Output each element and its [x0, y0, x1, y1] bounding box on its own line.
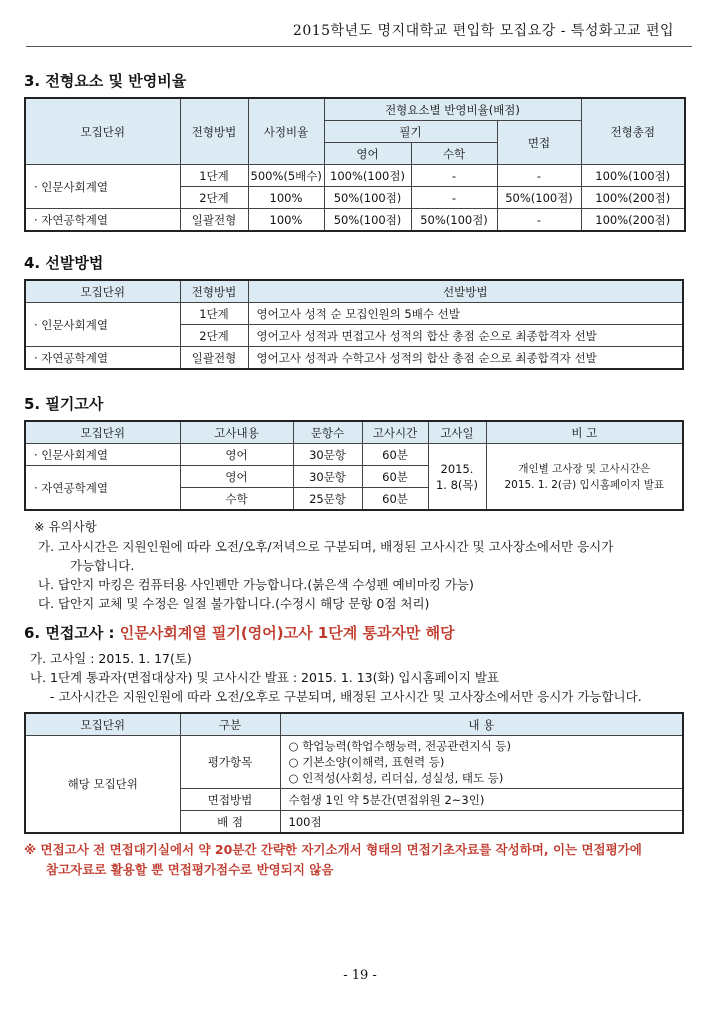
remark-cell	[486, 444, 683, 511]
header-method: 전형방법	[180, 280, 248, 303]
header-remark: 비 고	[486, 421, 683, 444]
header-math: 수학	[411, 143, 497, 165]
total-cell: 100%(200점)	[581, 187, 685, 209]
header-divider	[26, 46, 692, 47]
header-selection: 선발방법	[248, 280, 683, 303]
section-6-title	[24, 622, 684, 643]
section-3	[24, 70, 684, 232]
math-cell: 50%(100점)	[411, 209, 497, 232]
header-unit: 모집단위	[25, 421, 180, 444]
selection-method-table	[24, 279, 684, 370]
note-line: 다. 답안지 교체 및 수정은 일절 불가합니다.(수정시 해당 문항 0점 처리)	[38, 596, 430, 611]
header-date: 고사일	[428, 421, 486, 444]
time-cell: 60분	[362, 488, 428, 511]
method-cell: 일괄전형	[180, 347, 248, 370]
score-value-cell: 100점	[280, 811, 683, 834]
interview-info-line: - 고사시간은 지원인원에 따라 오전/오후로 구분되며, 배정된 고사시간 및 고사장소에서만 응시가 가능합니다.	[50, 689, 642, 704]
unit-cell: · 인문사회계열	[25, 165, 180, 209]
header-unit: 모집단위	[25, 713, 180, 736]
selection-cell: 영어고사 성적과 면접고사 성적의 합산 총점 순으로 최종합격자 선발	[248, 325, 683, 347]
content-cell: 영어	[180, 444, 293, 466]
unit-cell: · 인문사회계열	[25, 303, 180, 347]
header-category: 구분	[180, 713, 280, 736]
eval-item: ○ 기본소양(이해력, 표현력 등)	[288, 755, 445, 769]
header-english: 영어	[324, 143, 411, 165]
method-cell: 2단계	[180, 325, 248, 347]
interview-warning: ※ 면접고사 전 면접대기실에서 약 20분간 간략한 자기소개서 형태의 면접기초자료를 작성하며, 이는 면접평가에	[24, 842, 642, 857]
note-line: 가. 고사시간은 지원인원에 따라 오전/오후/저녁으로 구분되며, 배정된 고사시간 및 고사장소에서만 응시가	[38, 539, 614, 554]
interview-warning-continued: 참고자료로 활용할 뿐 면접평가점수로 반영되지 않음	[46, 862, 334, 877]
ratio-cell: 100%	[248, 187, 324, 209]
method-cell: 일괄전형	[180, 209, 248, 232]
table-row	[25, 736, 683, 789]
header-time: 고사시간	[362, 421, 428, 444]
ratio-cell: 500%(5배수)	[248, 165, 324, 187]
math-cell: -	[411, 187, 497, 209]
section-6-title-highlight: 인문사회계열 필기(영어)고사 1단계 통과자만 해당	[119, 624, 455, 642]
written-exam-table	[24, 420, 684, 511]
interview-info-line: 가. 고사일 : 2015. 1. 17(토)	[30, 651, 192, 666]
method-label-cell: 면접방법	[180, 789, 280, 811]
table-row	[25, 209, 685, 232]
eval-label-cell: 평가항목	[180, 736, 280, 789]
english-cell: 100%(100점)	[324, 165, 411, 187]
section-6-title-prefix: 6. 면접고사 :	[24, 624, 120, 642]
header-unit: 모집단위	[25, 280, 180, 303]
english-cell: 50%(100점)	[324, 187, 411, 209]
selection-cell: 영어고사 성적과 수학고사 성적의 합산 총점 순으로 최종합격자 선발	[248, 347, 683, 370]
method-cell: 2단계	[180, 187, 248, 209]
english-cell: 50%(100점)	[324, 209, 411, 232]
method-cell: 1단계	[180, 165, 248, 187]
header-written: 필기	[324, 121, 497, 143]
interview-cell: -	[497, 209, 581, 232]
table-row	[25, 444, 683, 466]
interview-cell: 50%(100점)	[497, 187, 581, 209]
header-interview: 면접	[497, 121, 581, 165]
method-cell: 1단계	[180, 303, 248, 325]
exam-date-line: 2015.	[440, 461, 474, 476]
score-label-cell: 배 점	[180, 811, 280, 834]
eval-item: ○ 학업능력(학업수행능력, 전공관련지식 등)	[288, 739, 511, 753]
header-unit: 모집단위	[25, 98, 180, 165]
selection-cell: 영어고사 성적 순 모집인원의 5배수 선발	[248, 303, 683, 325]
unit-cell: 해당 모집단위	[25, 736, 180, 834]
total-cell: 100%(200점)	[581, 209, 685, 232]
unit-cell: · 자연공학계열	[25, 209, 180, 232]
count-cell: 30문항	[293, 466, 362, 488]
header-content: 고사내용	[180, 421, 293, 444]
unit-cell: · 인문사회계열	[25, 444, 180, 466]
count-cell: 30문항	[293, 444, 362, 466]
note-line: 나. 답안지 마킹은 컴퓨터용 사인펜만 가능합니다.(붉은색 수성펜 예비마킹 가능)	[38, 577, 474, 592]
header-content: 내 용	[280, 713, 683, 736]
content-cell: 영어	[180, 466, 293, 488]
page-number: - 19 -	[343, 968, 377, 983]
section-4	[24, 252, 684, 370]
page-header-title: 2015학년도 명지대학교 편입학 모집요강 - 특성화고교 편입	[292, 23, 674, 39]
header-ratio: 사정비율	[248, 98, 324, 165]
note-line: 가능합니다.	[70, 558, 135, 573]
ratio-cell: 100%	[248, 209, 324, 232]
exam-date-cell	[428, 444, 486, 511]
math-cell: -	[411, 165, 497, 187]
count-cell: 25문항	[293, 488, 362, 511]
section-4-title: 4. 선발방법	[24, 254, 104, 272]
interview-table	[24, 712, 684, 834]
section-5	[24, 393, 684, 613]
remark-line: 개인별 고사장 및 고사시간은	[518, 462, 651, 475]
method-value-cell: 수험생 1인 약 5분간(면접위원 2~3인)	[280, 789, 683, 811]
total-cell: 100%(100점)	[581, 165, 685, 187]
unit-cell: · 자연공학계열	[25, 466, 180, 511]
time-cell: 60분	[362, 444, 428, 466]
table-row	[25, 347, 683, 370]
eval-items-cell	[280, 736, 683, 789]
table-row	[25, 165, 685, 187]
header-element-group: 전형요소별 반영비율(배점)	[324, 98, 581, 121]
interview-info-line: 나. 1단계 통과자(면접대상자) 및 고사시간 발표 : 2015. 1. 13(화) 입시홈페이지 발표	[30, 670, 499, 685]
exam-date-line: 1. 8(목)	[435, 477, 479, 492]
header-total: 전형총점	[581, 98, 685, 165]
time-cell: 60분	[362, 466, 428, 488]
evaluation-ratio-table	[24, 97, 686, 232]
unit-cell: · 자연공학계열	[25, 347, 180, 370]
eval-item: ○ 인적성(사회성, 리더십, 성실성, 태도 등)	[288, 771, 504, 785]
header-method: 전형방법	[180, 98, 248, 165]
section-5-title: 5. 필기고사	[24, 395, 104, 413]
section-3-title: 3. 전형요소 및 반영비율	[24, 72, 187, 90]
remark-line: 2015. 1. 2(금) 입시홈페이지 발표	[504, 478, 665, 491]
interview-cell: -	[497, 165, 581, 187]
table-row	[25, 303, 683, 325]
notes-title: ※ 유의사항	[34, 519, 97, 534]
content-cell: 수학	[180, 488, 293, 511]
section-6	[24, 622, 684, 880]
header-count: 문항수	[293, 421, 362, 444]
